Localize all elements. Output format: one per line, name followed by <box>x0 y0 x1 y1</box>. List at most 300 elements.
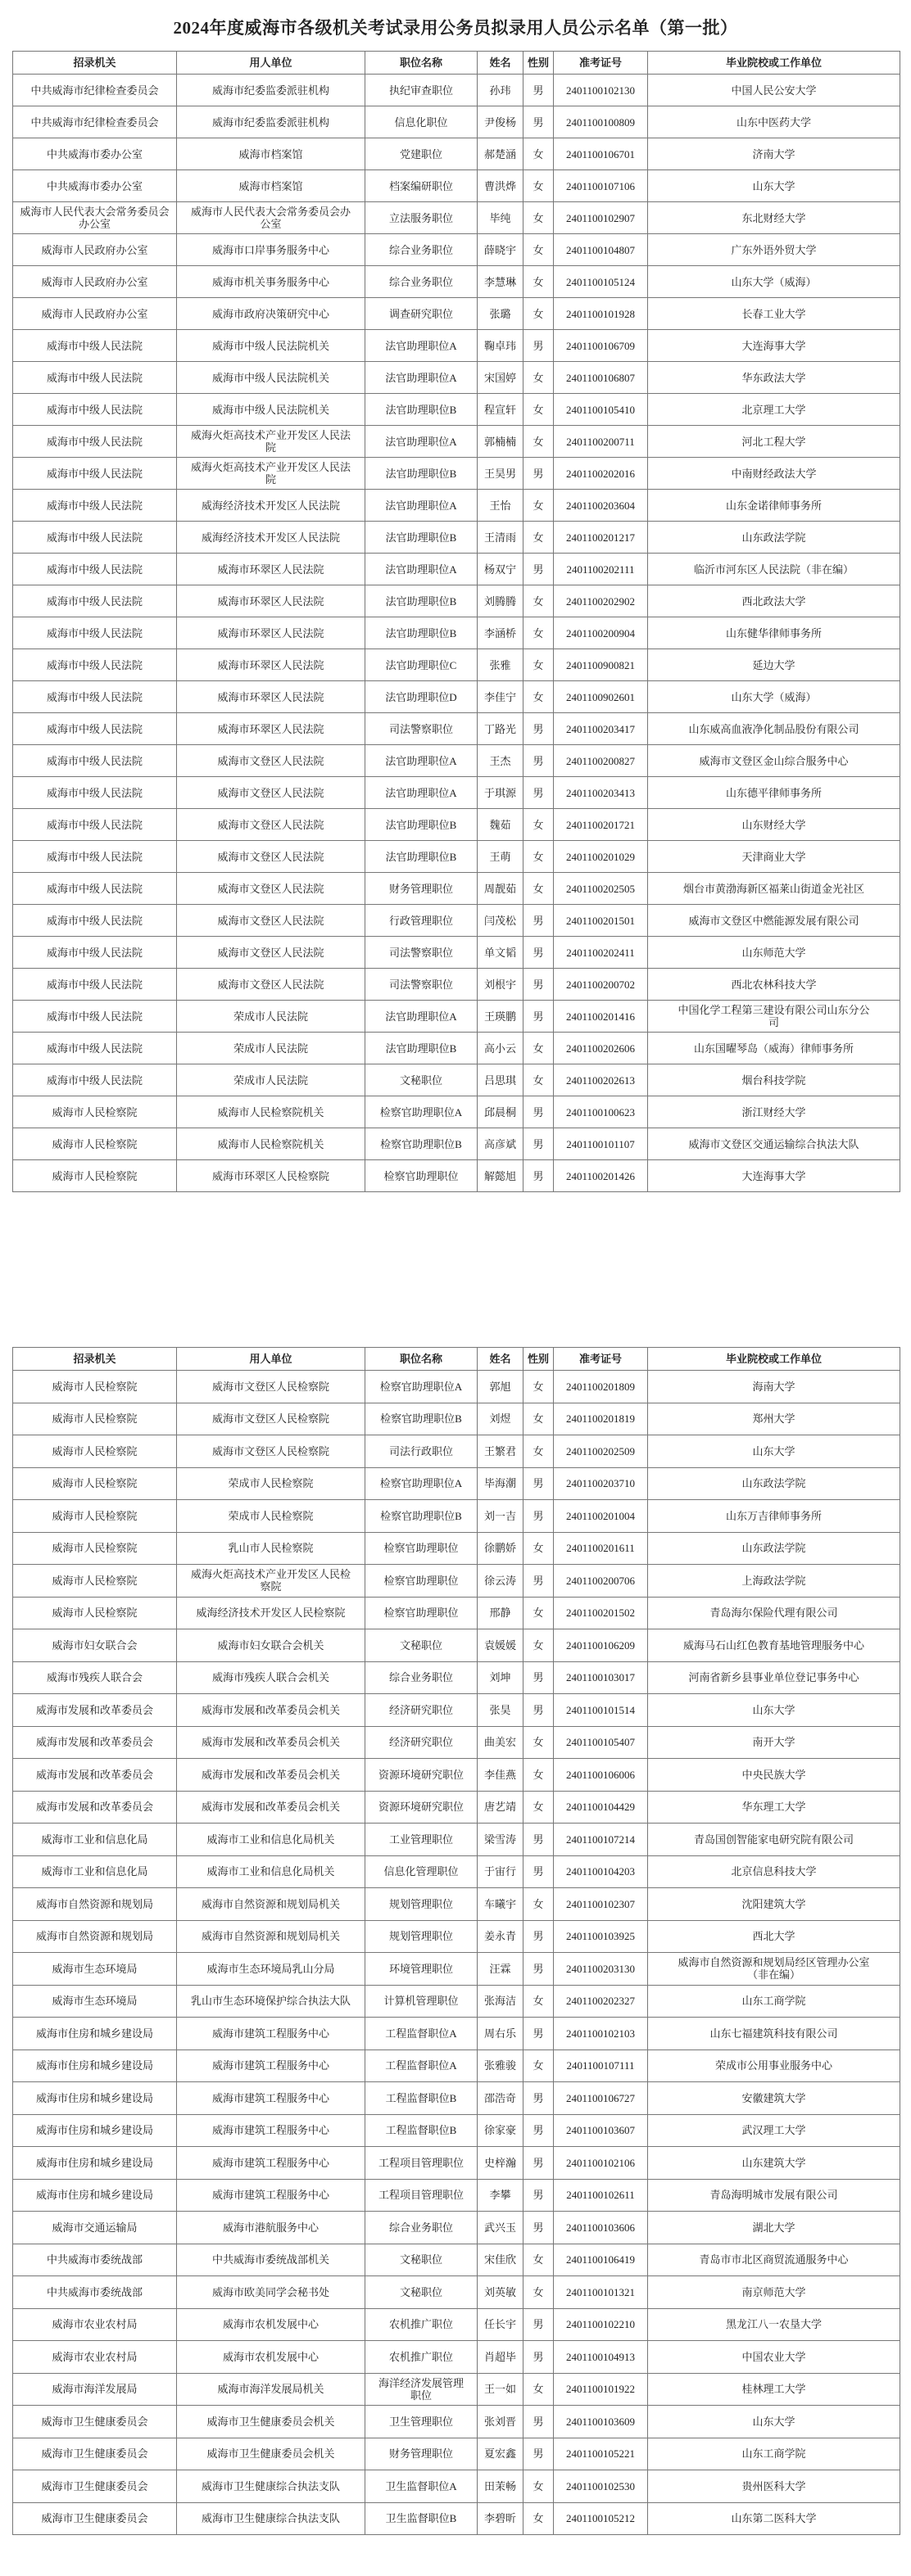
cell-employing-unit: 荣成市人民法院 <box>177 1001 365 1033</box>
table-row <box>13 2470 900 2503</box>
cell-exam-number: 2401100201029 <box>554 841 648 873</box>
cell-school-or-employer: 贵州医科大学 <box>648 2470 900 2503</box>
cell-agency: 威海市中级人民法院 <box>13 713 177 745</box>
cell-school-or-employer: 山东工商学院 <box>648 2438 900 2470</box>
cell-employing-unit: 威海市工业和信息化局机关 <box>177 1824 365 1856</box>
cell-gender: 女 <box>523 522 554 554</box>
cell-gender: 女 <box>523 426 554 458</box>
cell-exam-number: 2401100103017 <box>554 1661 648 1694</box>
cell-name: 张璐 <box>478 298 523 330</box>
cell-agency: 威海市中级人民法院 <box>13 1064 177 1096</box>
cell-school-or-employer: 山东万吉律师事务所 <box>648 1500 900 1533</box>
cell-school-or-employer: 山东建筑大学 <box>648 2147 900 2180</box>
cell-position: 法官助理职位A <box>365 426 478 458</box>
table-row <box>13 585 900 617</box>
cell-name: 姜永青 <box>478 1920 523 1953</box>
cell-name: 高小云 <box>478 1033 523 1064</box>
cell-name: 任长宇 <box>478 2308 523 2341</box>
cell-school-or-employer: 山东大学（威海） <box>648 681 900 713</box>
cell-gender: 女 <box>523 1064 554 1096</box>
cell-name: 张海洁 <box>478 1985 523 2018</box>
cell-agency: 威海市中级人民法院 <box>13 777 177 809</box>
cell-employing-unit: 威海市农机发展中心 <box>177 2308 365 2341</box>
table-row <box>13 1403 900 1435</box>
column-header-school-or-employer: 毕业院校或工作单位 <box>648 52 900 75</box>
cell-name: 郝楚涵 <box>478 138 523 170</box>
cell-employing-unit: 荣成市人民检察院 <box>177 1467 365 1500</box>
cell-position: 司法警察职位 <box>365 969 478 1001</box>
cell-employing-unit: 乳山市生态环境保护综合执法大队 <box>177 1985 365 2018</box>
cell-school-or-employer: 安徽建筑大学 <box>648 2082 900 2115</box>
cell-position: 检察官助理职位 <box>365 1597 478 1629</box>
cell-exam-number: 2401100106006 <box>554 1759 648 1792</box>
cell-employing-unit: 威海市文登区人民检察院 <box>177 1403 365 1435</box>
cell-school-or-employer: 山东政法学院 <box>648 1532 900 1565</box>
cell-agency: 威海市中级人民法院 <box>13 458 177 490</box>
cell-position: 卫生管理职位 <box>365 2406 478 2438</box>
cell-gender: 女 <box>523 1791 554 1824</box>
table-row <box>13 2373 900 2406</box>
cell-gender: 男 <box>523 1500 554 1533</box>
cell-exam-number: 2401100202327 <box>554 1985 648 2018</box>
table-row <box>13 1033 900 1064</box>
cell-agency: 威海市人民检察院 <box>13 1096 177 1128</box>
column-header-name: 姓名 <box>478 52 523 75</box>
cell-gender: 男 <box>523 1001 554 1033</box>
cell-agency: 威海市中级人民法院 <box>13 873 177 905</box>
cell-agency: 威海市卫生健康委员会 <box>13 2470 177 2503</box>
cell-exam-number: 2401100201004 <box>554 1500 648 1533</box>
cell-name: 张雅 <box>478 649 523 681</box>
cell-name: 李佳宁 <box>478 681 523 713</box>
cell-name: 刘一吉 <box>478 1500 523 1533</box>
cell-name: 郭旭 <box>478 1371 523 1403</box>
cell-name: 刘腾腾 <box>478 585 523 617</box>
cell-employing-unit: 威海市建筑工程服务中心 <box>177 2179 365 2212</box>
cell-agency: 威海市自然资源和规划局 <box>13 1920 177 1953</box>
table-row <box>13 2502 900 2535</box>
cell-school-or-employer: 威海市自然资源和规划局经区管理办公室（非在编） <box>648 1953 900 1986</box>
cell-school-or-employer: 山东德平律师事务所 <box>648 777 900 809</box>
cell-position: 财务管理职位 <box>365 873 478 905</box>
cell-school-or-employer: 山东政法学院 <box>648 1467 900 1500</box>
cell-name: 张雅骏 <box>478 2050 523 2082</box>
cell-employing-unit: 威海市口岸事务服务中心 <box>177 234 365 266</box>
column-header-employing-unit: 用人单位 <box>177 1348 365 1371</box>
cell-agency: 威海市发展和改革委员会 <box>13 1759 177 1792</box>
cell-gender: 女 <box>523 2276 554 2309</box>
cell-school-or-employer: 南开大学 <box>648 1726 900 1759</box>
cell-name: 袁媛媛 <box>478 1629 523 1662</box>
cell-school-or-employer: 山东七福建筑科技有限公司 <box>648 2018 900 2050</box>
cell-agency: 中共威海市纪律检查委员会 <box>13 106 177 138</box>
cell-school-or-employer: 山东国曜琴岛（威海）律师事务所 <box>648 1033 900 1064</box>
cell-school-or-employer: 中南财经政法大学 <box>648 458 900 490</box>
cell-school-or-employer: 山东财经大学 <box>648 809 900 841</box>
cell-exam-number: 2401100201611 <box>554 1532 648 1565</box>
table-row <box>13 1565 900 1598</box>
cell-agency: 威海市住房和城乡建设局 <box>13 2018 177 2050</box>
table-row <box>13 75 900 106</box>
table-row <box>13 394 900 426</box>
cell-position: 工程项目管理职位 <box>365 2179 478 2212</box>
cell-school-or-employer: 中国人民公安大学 <box>648 75 900 106</box>
cell-name: 邢静 <box>478 1597 523 1629</box>
column-header-agency: 招录机关 <box>13 52 177 75</box>
cell-school-or-employer: 黑龙江八一农垦大学 <box>648 2308 900 2341</box>
cell-employing-unit: 威海市纪委监委派驻机构 <box>177 75 365 106</box>
cell-employing-unit: 威海经济技术开发区人民法院 <box>177 490 365 522</box>
cell-school-or-employer: 武汉理工大学 <box>648 2114 900 2147</box>
cell-employing-unit: 威海市环翠区人民法院 <box>177 585 365 617</box>
cell-exam-number: 2401100106807 <box>554 362 648 394</box>
cell-agency: 威海市人民检察院 <box>13 1500 177 1533</box>
cell-name: 邱晨桐 <box>478 1096 523 1128</box>
cell-position: 经济研究职位 <box>365 1726 478 1759</box>
table-row <box>13 1694 900 1727</box>
cell-position: 检察官助理职位A <box>365 1467 478 1500</box>
cell-exam-number: 2401100104203 <box>554 1855 648 1888</box>
cell-position: 执纪审查职位 <box>365 75 478 106</box>
cell-name: 毕海潮 <box>478 1467 523 1500</box>
cell-gender: 女 <box>523 394 554 426</box>
cell-gender: 男 <box>523 969 554 1001</box>
cell-school-or-employer: 广东外语外贸大学 <box>648 234 900 266</box>
table-row <box>13 458 900 490</box>
cell-gender: 女 <box>523 1435 554 1468</box>
cell-name: 王昊男 <box>478 458 523 490</box>
cell-employing-unit: 威海市妇女联合会机关 <box>177 1629 365 1662</box>
cell-exam-number: 2401100200702 <box>554 969 648 1001</box>
table-row <box>13 170 900 202</box>
cell-gender: 女 <box>523 1403 554 1435</box>
cell-school-or-employer: 威海市文登区金山综合服务中心 <box>648 745 900 777</box>
cell-school-or-employer: 西北政法大学 <box>648 585 900 617</box>
table-row <box>13 1500 900 1533</box>
cell-position: 信息化管理职位 <box>365 1855 478 1888</box>
cell-exam-number: 2401100105407 <box>554 1726 648 1759</box>
cell-name: 王萌 <box>478 841 523 873</box>
cell-exam-number: 2401100201819 <box>554 1403 648 1435</box>
cell-school-or-employer: 华东理工大学 <box>648 1791 900 1824</box>
cell-name: 王繁君 <box>478 1435 523 1468</box>
cell-employing-unit: 威海市环翠区人民法院 <box>177 681 365 713</box>
cell-employing-unit: 威海市文登区人民法院 <box>177 937 365 969</box>
cell-position: 规划管理职位 <box>365 1888 478 1921</box>
table-row <box>13 1661 900 1694</box>
cell-agency: 威海市妇女联合会 <box>13 1629 177 1662</box>
column-header-gender: 性别 <box>523 1348 554 1371</box>
cell-gender: 女 <box>523 2244 554 2276</box>
cell-name: 刘英敏 <box>478 2276 523 2309</box>
cell-exam-number: 2401100202613 <box>554 1064 648 1096</box>
table-row <box>13 362 900 394</box>
column-header-position: 职位名称 <box>365 52 478 75</box>
table-row <box>13 1435 900 1468</box>
cell-name: 李佳燕 <box>478 1759 523 1792</box>
cell-agency: 威海市人民检察院 <box>13 1160 177 1192</box>
cell-school-or-employer: 中国农业大学 <box>648 2341 900 2374</box>
cell-exam-number: 2401100202111 <box>554 554 648 585</box>
table-row <box>13 1629 900 1662</box>
cell-position: 卫生监督职位B <box>365 2502 478 2535</box>
cell-exam-number: 2401100103606 <box>554 2212 648 2244</box>
cell-name: 徐家豪 <box>478 2114 523 2147</box>
cell-employing-unit: 威海市卫生健康综合执法支队 <box>177 2470 365 2503</box>
cell-exam-number: 2401100104429 <box>554 1791 648 1824</box>
table-row <box>13 266 900 298</box>
table-row <box>13 745 900 777</box>
cell-school-or-employer: 临沂市河东区人民法院（非在编） <box>648 554 900 585</box>
cell-name: 吕思琪 <box>478 1064 523 1096</box>
cell-employing-unit: 威海市机关事务服务中心 <box>177 266 365 298</box>
cell-employing-unit: 威海市环翠区人民法院 <box>177 554 365 585</box>
cell-employing-unit: 荣成市人民法院 <box>177 1033 365 1064</box>
cell-agency: 中共威海市委统战部 <box>13 2276 177 2309</box>
cell-agency: 威海市人民检察院 <box>13 1532 177 1565</box>
cell-name: 魏茹 <box>478 809 523 841</box>
cell-exam-number: 2401100203604 <box>554 490 648 522</box>
cell-position: 检察官助理职位B <box>365 1128 478 1160</box>
cell-name: 车曦宇 <box>478 1888 523 1921</box>
cell-name: 孙玮 <box>478 75 523 106</box>
cell-name: 毕纯 <box>478 202 523 234</box>
cell-gender: 女 <box>523 1985 554 2018</box>
cell-agency: 威海市住房和城乡建设局 <box>13 2147 177 2180</box>
cell-employing-unit: 威海火炬高技术产业开发区人民检察院 <box>177 1565 365 1598</box>
table-body <box>13 1371 900 2535</box>
table-row <box>13 1001 900 1033</box>
cell-school-or-employer: 山东大学 <box>648 1435 900 1468</box>
table-row <box>13 1855 900 1888</box>
cell-exam-number: 2401100202411 <box>554 937 648 969</box>
cell-gender: 男 <box>523 2212 554 2244</box>
cell-name: 田茉畅 <box>478 2470 523 2503</box>
cell-school-or-employer: 山东大学 <box>648 1694 900 1727</box>
cell-position: 法官助理职位D <box>365 681 478 713</box>
cell-exam-number: 2401100102307 <box>554 1888 648 1921</box>
cell-exam-number: 2401100104913 <box>554 2341 648 2374</box>
table-row <box>13 1791 900 1824</box>
cell-agency: 威海市残疾人联合会 <box>13 1661 177 1694</box>
cell-agency: 威海市住房和城乡建设局 <box>13 2179 177 2212</box>
table-row <box>13 2147 900 2180</box>
cell-agency: 威海市人民检察院 <box>13 1371 177 1403</box>
cell-name: 张刘晋 <box>478 2406 523 2438</box>
cell-position: 检察官助理职位A <box>365 1096 478 1128</box>
cell-position: 法官助理职位B <box>365 617 478 649</box>
cell-gender: 男 <box>523 554 554 585</box>
cell-name: 李攀 <box>478 2179 523 2212</box>
cell-school-or-employer: 烟台市黄渤海新区福莱山街道金光社区 <box>648 873 900 905</box>
cell-gender: 男 <box>523 2147 554 2180</box>
cell-employing-unit: 威海市农机发展中心 <box>177 2341 365 2374</box>
cell-gender: 女 <box>523 2373 554 2406</box>
cell-agency: 威海市中级人民法院 <box>13 1033 177 1064</box>
cell-employing-unit: 威海市档案馆 <box>177 170 365 202</box>
cell-exam-number: 2401100201501 <box>554 905 648 937</box>
cell-school-or-employer: 威海市文登区中燃能源发展有限公司 <box>648 905 900 937</box>
cell-exam-number: 2401100102611 <box>554 2179 648 2212</box>
cell-agency: 威海市农业农村局 <box>13 2341 177 2374</box>
cell-name: 王杰 <box>478 745 523 777</box>
table-row <box>13 2018 900 2050</box>
cell-gender: 女 <box>523 873 554 905</box>
table-row <box>13 490 900 522</box>
cell-agency: 威海市中级人民法院 <box>13 681 177 713</box>
cell-employing-unit: 威海市文登区人民法院 <box>177 777 365 809</box>
cell-name: 杨双宁 <box>478 554 523 585</box>
cell-school-or-employer: 烟台科技学院 <box>648 1064 900 1096</box>
table-row <box>13 2308 900 2341</box>
cell-name: 邵浩奇 <box>478 2082 523 2115</box>
table-row <box>13 426 900 458</box>
cell-position: 文秘职位 <box>365 1629 478 1662</box>
cell-position: 卫生监督职位A <box>365 2470 478 2503</box>
cell-agency: 威海市工业和信息化局 <box>13 1824 177 1856</box>
table-row <box>13 2244 900 2276</box>
cell-name: 武兴玉 <box>478 2212 523 2244</box>
cell-agency: 威海市发展和改革委员会 <box>13 1726 177 1759</box>
cell-name: 李慧琳 <box>478 266 523 298</box>
cell-exam-number: 2401100201426 <box>554 1160 648 1192</box>
cell-position: 工程监督职位B <box>365 2082 478 2115</box>
cell-exam-number: 2401100900821 <box>554 649 648 681</box>
cell-gender: 女 <box>523 617 554 649</box>
cell-gender: 女 <box>523 170 554 202</box>
cell-employing-unit: 威海市文登区人民检察院 <box>177 1435 365 1468</box>
table-row <box>13 1920 900 1953</box>
cell-gender: 男 <box>523 330 554 362</box>
cell-position: 法官助理职位B <box>365 522 478 554</box>
cell-name: 徐鹏娇 <box>478 1532 523 1565</box>
cell-gender: 女 <box>523 266 554 298</box>
cell-employing-unit: 威海市卫生健康委员会机关 <box>177 2406 365 2438</box>
cell-agency: 威海市人民检察院 <box>13 1597 177 1629</box>
cell-school-or-employer: 北京信息科技大学 <box>648 1855 900 1888</box>
cell-exam-number: 2401100203130 <box>554 1953 648 1986</box>
cell-gender: 男 <box>523 2406 554 2438</box>
cell-gender: 男 <box>523 2179 554 2212</box>
cell-employing-unit: 威海市环翠区人民法院 <box>177 713 365 745</box>
table-row <box>13 1824 900 1856</box>
cell-school-or-employer: 桂林理工大学 <box>648 2373 900 2406</box>
cell-gender: 男 <box>523 1953 554 1986</box>
cell-employing-unit: 威海市卫生健康综合执法支队 <box>177 2502 365 2535</box>
cell-position: 党建职位 <box>365 138 478 170</box>
cell-exam-number: 2401100202016 <box>554 458 648 490</box>
cell-position: 工程项目管理职位 <box>365 2147 478 2180</box>
cell-position: 环境管理职位 <box>365 1953 478 1986</box>
cell-employing-unit: 威海市建筑工程服务中心 <box>177 2114 365 2147</box>
table-row <box>13 106 900 138</box>
cell-name: 刘煜 <box>478 1403 523 1435</box>
column-header-position: 职位名称 <box>365 1348 478 1371</box>
cell-position: 司法警察职位 <box>365 713 478 745</box>
cell-gender: 女 <box>523 585 554 617</box>
cell-name: 郭楠楠 <box>478 426 523 458</box>
cell-agency: 威海市人民政府办公室 <box>13 298 177 330</box>
cell-name: 张昊 <box>478 1694 523 1727</box>
table-row <box>13 1532 900 1565</box>
cell-exam-number: 2401100201809 <box>554 1371 648 1403</box>
cell-exam-number: 2401100102130 <box>554 75 648 106</box>
cell-position: 文秘职位 <box>365 2244 478 2276</box>
cell-employing-unit: 威海市工业和信息化局机关 <box>177 1855 365 1888</box>
cell-exam-number: 2401100200904 <box>554 617 648 649</box>
cell-name: 于宙行 <box>478 1855 523 1888</box>
table-row <box>13 1888 900 1921</box>
cell-position: 法官助理职位B <box>365 394 478 426</box>
cell-name: 刘坤 <box>478 1661 523 1694</box>
table-row <box>13 522 900 554</box>
cell-exam-number: 2401100102907 <box>554 202 648 234</box>
cell-gender: 女 <box>523 2050 554 2082</box>
cell-employing-unit: 威海市建筑工程服务中心 <box>177 2050 365 2082</box>
table-row <box>13 2212 900 2244</box>
cell-employing-unit: 威海市人民代表大会常务委员会办公室 <box>177 202 365 234</box>
cell-exam-number: 2401100201721 <box>554 809 648 841</box>
cell-position: 法官助理职位A <box>365 554 478 585</box>
cell-school-or-employer: 山东金诺律师事务所 <box>648 490 900 522</box>
cell-employing-unit: 威海市发展和改革委员会机关 <box>177 1791 365 1824</box>
cell-gender: 女 <box>523 681 554 713</box>
cell-gender: 男 <box>523 1824 554 1856</box>
column-header-employing-unit: 用人单位 <box>177 52 365 75</box>
cell-exam-number: 2401100107214 <box>554 1824 648 1856</box>
column-header-gender: 性别 <box>523 52 554 75</box>
cell-gender: 女 <box>523 1759 554 1792</box>
table-header <box>13 1348 900 1371</box>
cell-agency: 威海市卫生健康委员会 <box>13 2438 177 2470</box>
table-row <box>13 2050 900 2082</box>
cell-school-or-employer: 中国化学工程第三建设有限公司山东分公司 <box>648 1001 900 1033</box>
cell-agency: 威海市中级人民法院 <box>13 905 177 937</box>
cell-employing-unit: 威海经济技术开发区人民检察院 <box>177 1597 365 1629</box>
cell-employing-unit: 威海市纪委监委派驻机构 <box>177 106 365 138</box>
cell-position: 工程监督职位A <box>365 2018 478 2050</box>
cell-employing-unit: 威海市政府决策研究中心 <box>177 298 365 330</box>
cell-exam-number: 2401100203417 <box>554 713 648 745</box>
cell-employing-unit: 威海市建筑工程服务中心 <box>177 2018 365 2050</box>
table-row <box>13 2406 900 2438</box>
cell-employing-unit: 威海市环翠区人民法院 <box>177 649 365 681</box>
column-header-agency: 招录机关 <box>13 1348 177 1371</box>
cell-exam-number: 2401100101922 <box>554 2373 648 2406</box>
cell-employing-unit: 威海经济技术开发区人民法院 <box>177 522 365 554</box>
cell-name: 李碧昕 <box>478 2502 523 2535</box>
cell-position: 法官助理职位B <box>365 809 478 841</box>
cell-agency: 威海市发展和改革委员会 <box>13 1694 177 1727</box>
cell-agency: 威海市住房和城乡建设局 <box>13 2114 177 2147</box>
cell-position: 法官助理职位B <box>365 585 478 617</box>
cell-agency: 威海市农业农村局 <box>13 2308 177 2341</box>
cell-gender: 男 <box>523 2308 554 2341</box>
cell-school-or-employer: 中央民族大学 <box>648 1759 900 1792</box>
cell-employing-unit: 威海火炬高技术产业开发区人民法院 <box>177 458 365 490</box>
table-row <box>13 2276 900 2309</box>
cell-exam-number: 2401100203413 <box>554 777 648 809</box>
cell-exam-number: 2401100105221 <box>554 2438 648 2470</box>
cell-school-or-employer: 青岛国创智能家电研究院有限公司 <box>648 1824 900 1856</box>
cell-exam-number: 2401100203710 <box>554 1467 648 1500</box>
cell-gender: 男 <box>523 75 554 106</box>
table-row <box>13 649 900 681</box>
cell-exam-number: 2401100202509 <box>554 1435 648 1468</box>
cell-exam-number: 2401100101514 <box>554 1694 648 1727</box>
cell-exam-number: 2401100103607 <box>554 2114 648 2147</box>
cell-agency: 威海市中级人民法院 <box>13 617 177 649</box>
